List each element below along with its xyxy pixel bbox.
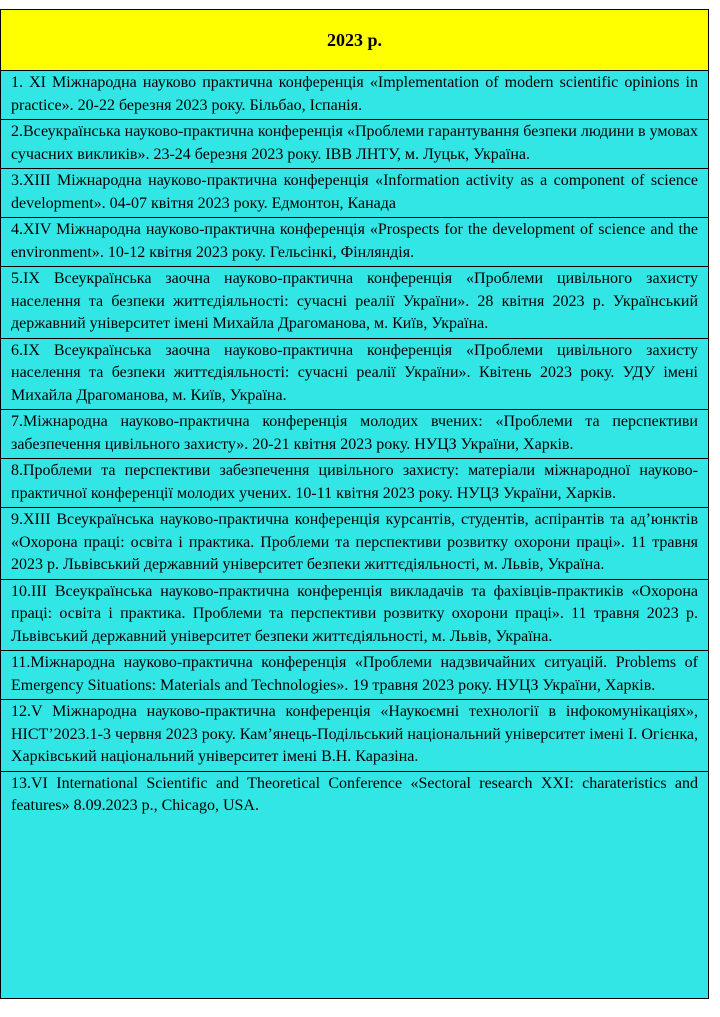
list-item: 10.III Всеукраїнська науково-практична конференція викладачів та фахівців-практиків «Охорона праці: освіта і практика. Проблеми та перспективи розвитку охорони праці». 11 травня 2023 р. Львівський державний університет безпеки життєдіяльності, м. Львів, Україна.: [1, 580, 708, 652]
year-header: [0, 9, 709, 71]
year-title: 2023 р.: [326, 29, 382, 50]
list-item: 2.Всеукраїнська науково-практична конференція «Проблеми гарантування безпеки людини в умовах сучасних викликів». 23-24 березня 2023 року. ІВВ ЛНТУ, м. Луцьк, Україна.: [1, 120, 708, 169]
list-item: 8.Проблеми та перспективи забезпечення цивільного захисту: матеріали міжнародної науково-практичної конференції молодих учених. 10-11 квітня 2023 року. НУЦЗ України, Харків.: [1, 459, 708, 508]
list-item: 13.VI International Scientific and Theoretical Conference «Sectoral research XXI: charateristics and features» 8.09.2023 р., Chicago, USA.: [11, 774, 698, 814]
list-item: 5.IX Всеукраїнська заочна науково-практична конференція «Проблеми цивільного захисту населення та безпеки життєдіяльності: сучасні реалії України». 28 квітня 2023 р. Український державний університет імені Михайла Драгоманова, м. Київ, Україна.: [1, 267, 708, 339]
list-item: 12.V Міжнародна науково-практична конференція «Наукоємні технології в інфокомунікаціях», HICT’2023.1-3 червня 2023 року. Кам’янець-Подільський національний університет імені І. Огієнка, Харківський національний університет імені В.Н. Каразіна.: [1, 700, 708, 772]
list-item: 1. XI Міжнародна науково практична конференція «Implementation of modern scientific opinions in practice». 20-22 березня 2023 року. Більбао, Іспанія.: [1, 71, 708, 120]
list-item: 6.IX Всеукраїнська заочна науково-практична конференція «Проблеми цивільного захисту населення та безпеки життєдіяльності: сучасні реалії України». Квітень 2023 року. УДУ імені Михайла Драгоманова, м. Київ, Україна.: [1, 339, 708, 411]
list-item: 4.XIV Міжнародна науково-практична конференція «Prospects for the development of science and the environment». 10-12 квітня 2023 року. Гельсінкі, Фінляндія.: [1, 218, 708, 267]
list-item: 9.XIII Всеукраїнська науково-практична конференція курсантів, студентів, аспірантів та ад’юнктів «Охорона праці: освіта і практика. Проблеми та перспективи розвитку охорони праці». 11 травня 2023 р. Львівський державний університет безпеки життєдіяльності, м. Львів, Україна.: [1, 508, 708, 580]
list-item: 3.XIII Міжнародна науково-практична конференція «Information activity as a component of science development». 04-07 квітня 2023 року. Едмонтон, Канада: [1, 169, 708, 218]
list-item: 11.Міжнародна науково-практична конференція «Проблеми надзвичайних ситуацій. Problems of Emergency Situations: Materials and Technologies». 19 травня 2023 року. НУЦЗ України, Харків.: [1, 651, 708, 700]
entries-list: [0, 71, 709, 999]
conference-table: [0, 9, 709, 999]
list-item: 7.Міжнародна науково-практична конференція молодих вчених: «Проблеми та перспективи забезпечення цивільного захисту». 20-21 квітня 2023 року. НУЦЗ України, Харків.: [1, 410, 708, 459]
